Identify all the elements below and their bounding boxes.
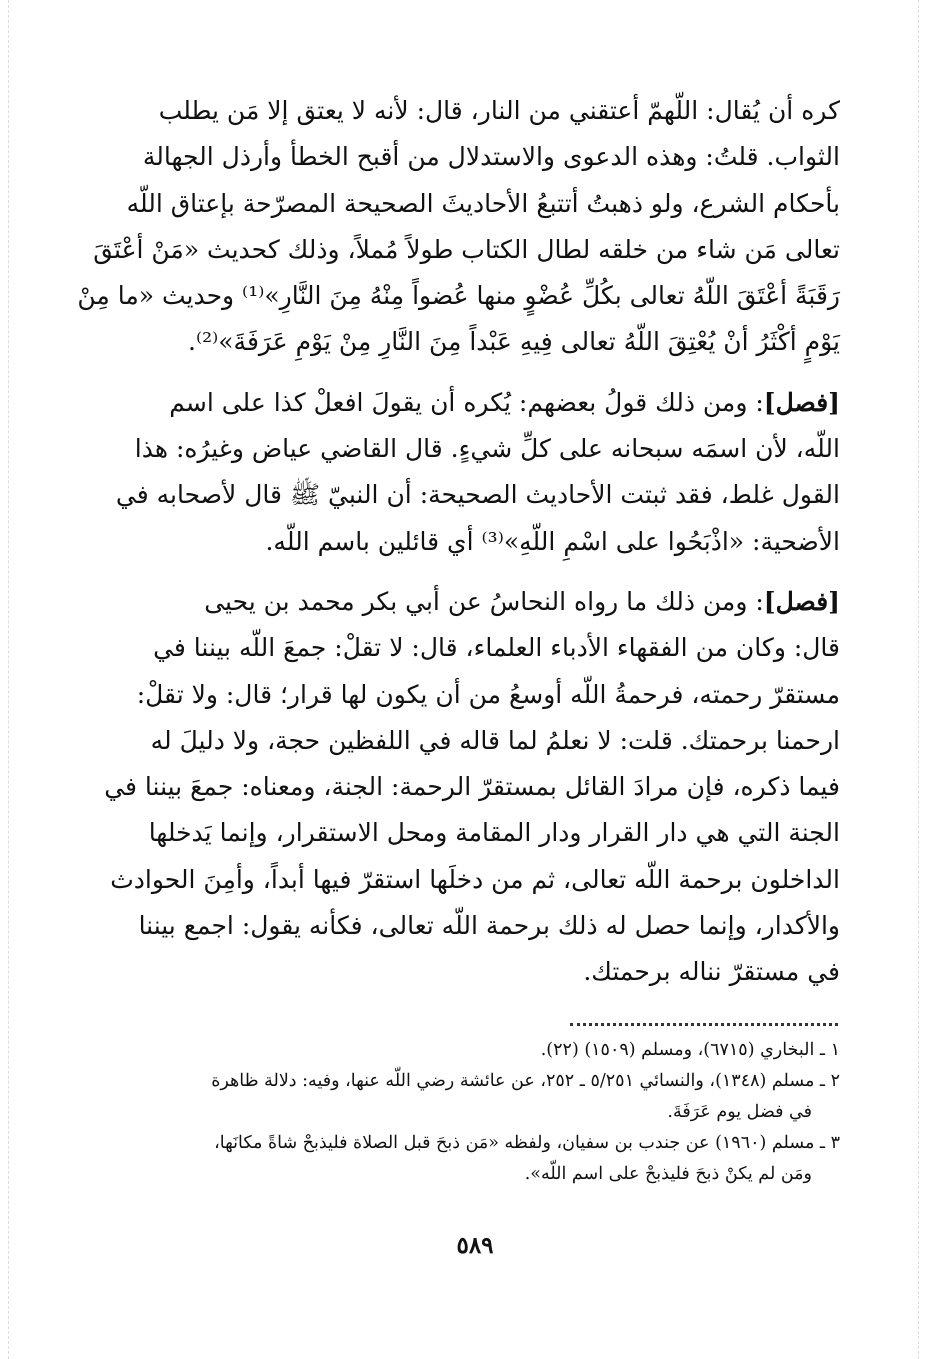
text-line: الجنة التي هي دار القرار ودار المقامة ومحل الاستقرار، وإنما يَدخلها [148, 818, 840, 848]
text-line-rest: : ومن ذلك قولُ بعضهم: يُكره أن يقولَ افعلْ كذا على اسم [169, 387, 764, 417]
text-line: الداخلون برحمة اللّه تعالى، ثم من دخلَها استقرّ فيها أبداً، وأمِنَ الحوادث [110, 864, 840, 894]
text-line: تعالى مَن شاء من خلقه لطال الكتاب طولاً مُملاً، وذلك كحديث «مَنْ أعْتَقَ [93, 234, 840, 264]
text-line-rest: : ومن ذلك ما رواه النحاسُ عن أبي بكر محمد بن يحيى [204, 586, 764, 616]
text-line: قال: وكان من الفقهاء الأدباء العلماء، قال: لا تقلْ: جمعَ اللّه بيننا في [153, 633, 840, 663]
footnote-line: في فضل يوم عَرَفَةَ. [667, 1102, 812, 1122]
footnotes [128, 1035, 840, 1190]
page-number: ٥٨٩ [456, 1232, 494, 1259]
text-line: كره أن يُقال: اللّهمّ أعتقني من النار، قال: لأنه لا يعتق إلا مَن يطلب [158, 96, 840, 125]
footnote-line: ١ ـ البخاري (٦٧١٥)، ومسلم (١٥٠٩) (٢٢). [540, 1040, 840, 1060]
text-line: والأكدار، وإنما حصل له ذلك برحمة اللّه تعالى، فكأنه يقول: اجمع بيننا [138, 911, 840, 941]
footnote-line: ٢ ـ مسلم (١٣٤٨)، والنسائي ٥/٢٥١ ـ ٢٥٢، عن عائشة رضي اللّه عنها، وفيه: دلالة ظاهرة [211, 1071, 840, 1091]
footnote-line: ٣ ـ مسلم (١٩٦٠) عن جندب بن سفيان، ولفظه «مَن ذبحَ قبل الصلاة فليذبحْ شاةً مكانَها، [214, 1133, 840, 1153]
text-line: مستقرّ رحمته، فرحمةُ اللّه أوسعُ من أن يكون لها قرار؛ قال: ولا تقلْ: [136, 679, 840, 709]
left-page-edge [8, 0, 9, 1359]
text-line: ارحمنا برحمتك. قلت: لا نعلمُ لما قاله في اللفظين حجة، ولا دليلَ له [150, 725, 840, 755]
text-line: في مستقرّ نناله برحمتك. [583, 957, 840, 987]
text-line: اللّه، لأن اسمَه سبحانه على كلِّ شيءٍ. قال القاضي عياض وغيرُه: هذا [134, 434, 840, 464]
text-line: فيما ذكره، فإن مرادَ القائل بمستقرّ الرحمة: الجنة، ومعناه: جمعَ بيننا في [104, 772, 840, 802]
text-line: الثواب. قلتُ: وهذه الدعوى والاستدلال من أقبح الخطأ وأرذل الجهالة [142, 142, 840, 172]
text-line [128, 380, 840, 426]
footnote-divider [570, 1023, 838, 1026]
text-line: الأضحية: «اذْبَحُوا على اسْمِ اللّهِ»⁽³⁾ أي قائلين باسم اللّه. [265, 526, 840, 556]
text-line: بأحكام الشرع، ولو ذهبتُ أتتبعُ الأحاديثَ الصحيحة المصرّحة بإعتاق اللّه [126, 188, 840, 218]
text-line: يَوْمٍ أكْثَرُ أنْ يُعْتِقَ اللّهُ تعالى فِيهِ عَبْداً مِنَ النَّارِ مِنْ يَوْمِ عَرَفَةَ»⁽²⁾. [188, 327, 840, 357]
text-line: رَقَبَةً أعْتَقَ اللّهُ تعالى بكُلِّ عُضْوٍ منها عُضواً مِنْهُ مِنَ النَّارِ»⁽¹⁾ وحديث «ما مِنْ [77, 281, 840, 311]
paragraph-fasl-mercy [104, 579, 840, 996]
text-line [128, 579, 840, 625]
right-page-edge [918, 0, 919, 1359]
text-line: القول غلط، فقد ثبتت الأحاديث الصحيحة: أن النبيّ ﷺ قال لأصحابه في [115, 480, 840, 510]
paragraph-fasl-naming [115, 380, 840, 565]
footnote-2 [128, 1066, 840, 1128]
section-label: [فصل] [763, 586, 840, 616]
paragraph-intro [77, 88, 840, 366]
page-body [77, 88, 840, 1010]
section-label: [فصل] [763, 387, 840, 417]
footnote-line: ومَن لم يكنْ ذبحَ فليذبحْ على اسم اللّه». [524, 1164, 812, 1184]
footnote-3 [128, 1128, 840, 1190]
footnote-1 [128, 1035, 840, 1066]
